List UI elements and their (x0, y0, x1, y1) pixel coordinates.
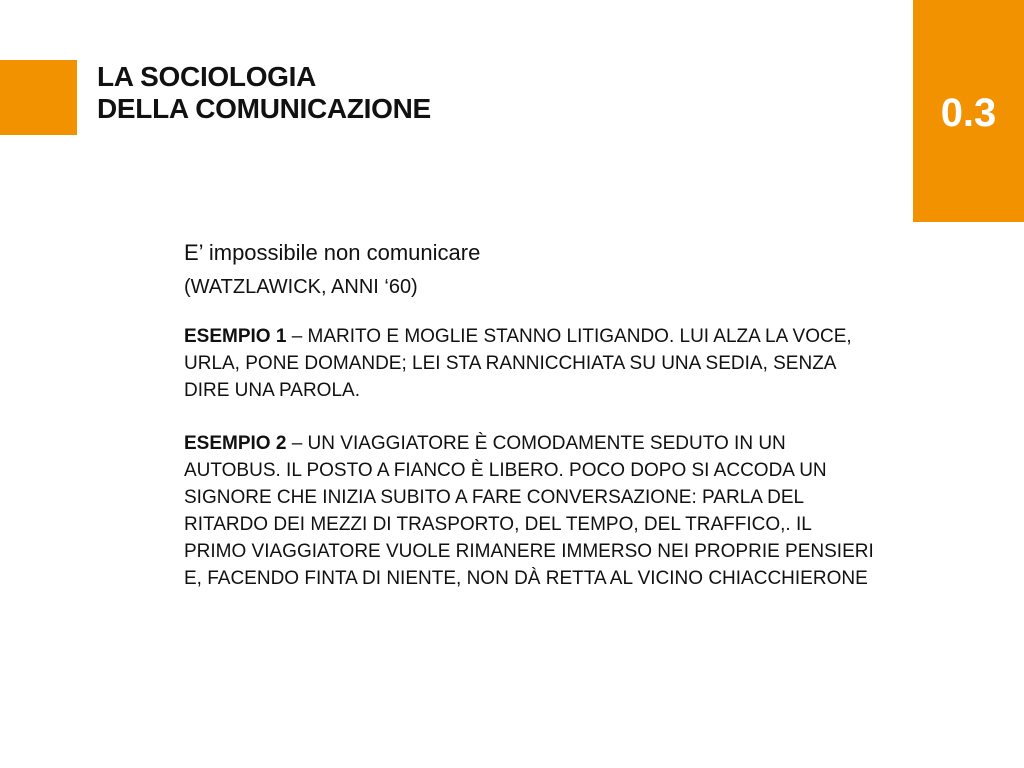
citation: (WATZLAWICK, ANNI ‘60) (184, 276, 418, 298)
slide-title-line-2: DELLA COMUNICAZIONE (97, 93, 431, 124)
example-1 (184, 323, 874, 404)
example-1-text: – MARITO E MOGLIE STANNO LITIGANDO. LUI ALZA LA VOCE, URLA, PONE DOMANDE; LEI STA RANNICCHIATA SU UNA SEDIA, SENZA DIRE UNA PAROLA. (184, 326, 852, 401)
accent-bar-left (0, 60, 77, 135)
section-number-tab (913, 0, 1024, 222)
example-1-label: ESEMPIO 1 (184, 326, 287, 347)
lead-statement: E’ impossibile non comunicare (184, 240, 481, 265)
example-2-text: – UN VIAGGIATORE È COMODAMENTE SEDUTO IN UN AUTOBUS. IL POSTO A FIANCO È LIBERO. POCO DOPO SI ACCODA UN SIGNORE CHE INIZIA SUBITO A FARE CONVERSAZIONE: PARLA DEL RITARDO DEI MEZZI DI TRASPORTO, DEL TEMPO, DEL TRAFFICO,. IL PRIMO VIAGGIATORE VUOLE RIMANERE IMMERSO NEI PROPRIE PENSIERI E, FACENDO FINTA DI NIENTE, NON DÀ RETTA AL VICINO CHIACCHIERONE (184, 433, 874, 589)
example-2 (184, 430, 874, 592)
section-number: 0.3 (940, 91, 997, 135)
slide-content (184, 236, 884, 592)
example-2-label: ESEMPIO 2 (184, 433, 287, 454)
slide-title-line-1: LA SOCIOLOGIA (97, 61, 317, 92)
slide-title (97, 61, 431, 125)
